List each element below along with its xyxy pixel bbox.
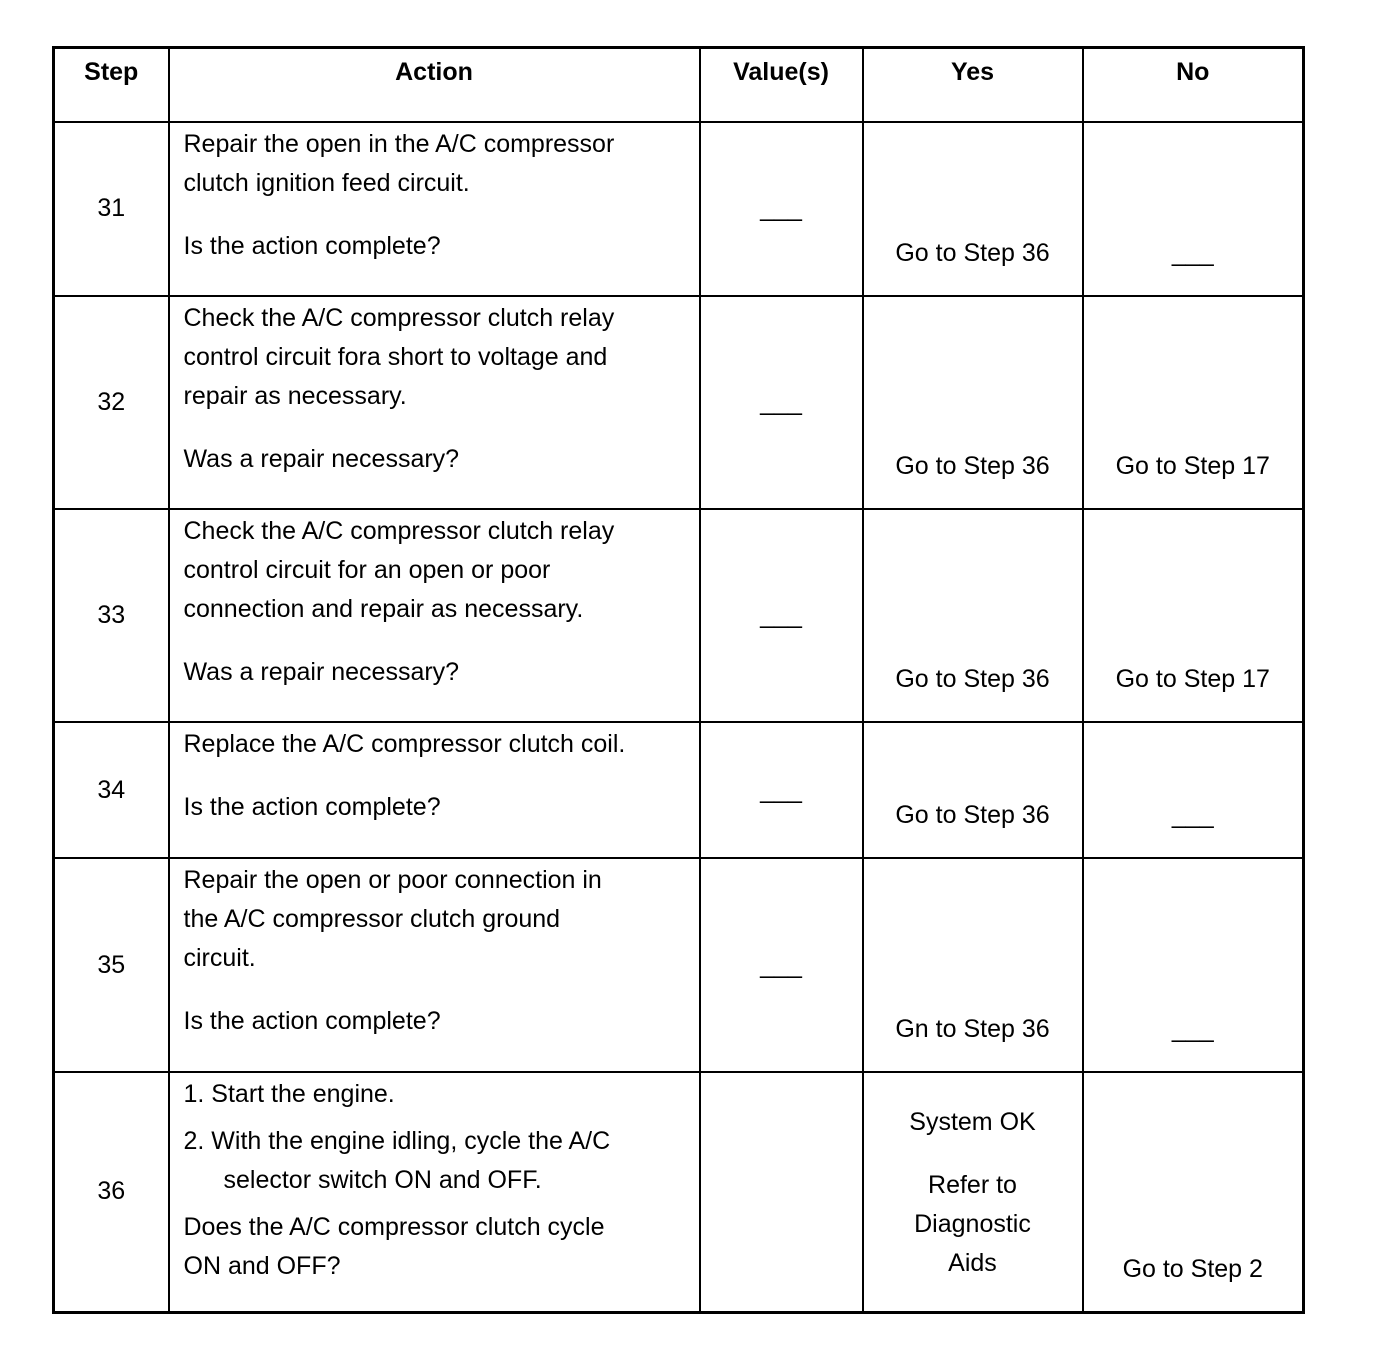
table-row-34 (54, 722, 1304, 858)
no-cell (1083, 296, 1304, 510)
action-cell (169, 1072, 700, 1313)
header-no: No (1083, 48, 1304, 122)
yes-text: Go to Step 36 (895, 801, 1050, 830)
yes-cell (863, 296, 1083, 510)
yes-text-refer: Refer to (928, 1170, 1017, 1199)
step-number: 32 (54, 296, 169, 510)
no-text: ___ (1171, 1014, 1214, 1043)
step-number: 33 (54, 509, 169, 722)
action-question: Was a repair necessary? (183, 444, 460, 473)
action-line: Check the A/C compressor clutch relay (183, 303, 615, 332)
action-line: clutch ignition feed circuit. (183, 168, 470, 197)
action-question-cont: ON and OFF? (183, 1251, 341, 1280)
yes-cell (863, 122, 1083, 296)
no-text: Go to Step 2 (1122, 1255, 1263, 1283)
yes-text: Gn to Step 36 (895, 1014, 1050, 1043)
value-cell: ___ (700, 858, 863, 1072)
yes-text-aids: Aids (948, 1248, 997, 1277)
diagnostic-table (52, 46, 1305, 1314)
yes-cell (863, 1072, 1083, 1313)
action-question: Is the action complete? (183, 231, 441, 260)
action-question: Is the action complete? (183, 793, 441, 821)
no-text: ___ (1171, 801, 1214, 830)
no-cell (1083, 122, 1304, 296)
action-cell (169, 858, 700, 1072)
action-line: Repair the open or poor connection in (183, 866, 602, 895)
header-row (54, 48, 1304, 122)
no-cell (1083, 509, 1304, 722)
value-cell: ___ (700, 296, 863, 510)
yes-text: Go to Step 36 (895, 665, 1050, 693)
no-cell (1083, 858, 1304, 1072)
action-line: control circuit fora short to voltage and (183, 342, 608, 371)
value-cell: ___ (700, 722, 863, 858)
table-row-31 (54, 122, 1304, 296)
no-cell (1083, 1072, 1304, 1313)
no-text: ___ (1171, 238, 1214, 267)
step-number: 35 (54, 858, 169, 1072)
step-number: 36 (54, 1072, 169, 1313)
header-yes: Yes (863, 48, 1083, 122)
value-cell: ___ (700, 509, 863, 722)
table-row-35 (54, 858, 1304, 1072)
no-text: Go to Step 17 (1115, 452, 1270, 481)
action-item-2: 2. With the engine idling, cycle the A/C (183, 1126, 611, 1155)
action-line: control circuit for an open or poor (183, 556, 551, 585)
action-question: Is the action complete? (183, 1007, 441, 1036)
yes-cell (863, 858, 1083, 1072)
yes-text: System OK (909, 1107, 1036, 1136)
no-text: Go to Step 17 (1115, 665, 1270, 693)
action-item-1: 1. Start the engine. (183, 1079, 395, 1108)
value-cell (700, 1072, 863, 1313)
action-line: Check the A/C compressor clutch relay (183, 517, 615, 546)
action-item-2-cont: selector switch ON and OFF. (223, 1165, 542, 1194)
header-step: Step (54, 48, 169, 122)
table-row-32 (54, 296, 1304, 510)
action-line: Repair the open in the A/C compressor (183, 129, 615, 158)
table-row-36 (54, 1072, 1304, 1313)
value-cell: ___ (700, 122, 863, 296)
table-row-33 (54, 509, 1304, 722)
action-line: repair as necessary. (183, 381, 407, 410)
action-cell (169, 122, 700, 296)
action-line: Replace the A/C compressor clutch coil. (183, 730, 626, 758)
no-cell (1083, 722, 1304, 858)
yes-text: Go to Step 36 (895, 238, 1050, 267)
action-cell (169, 296, 700, 510)
yes-cell (863, 509, 1083, 722)
action-cell (169, 509, 700, 722)
yes-cell (863, 722, 1083, 858)
step-number: 31 (54, 122, 169, 296)
step-number: 34 (54, 722, 169, 858)
action-line: connection and repair as necessary. (183, 595, 584, 624)
header-action: Action (169, 48, 700, 122)
yes-text-diagnostic: Diagnostic (914, 1209, 1031, 1238)
header-values: Value(s) (700, 48, 863, 122)
action-line: the A/C compressor clutch ground (183, 905, 561, 934)
action-question: Does the A/C compressor clutch cycle (183, 1212, 605, 1241)
action-cell (169, 722, 700, 858)
action-question: Was a repair necessary? (183, 658, 460, 687)
yes-text: Go to Step 36 (895, 452, 1050, 481)
action-line: circuit. (183, 944, 256, 973)
